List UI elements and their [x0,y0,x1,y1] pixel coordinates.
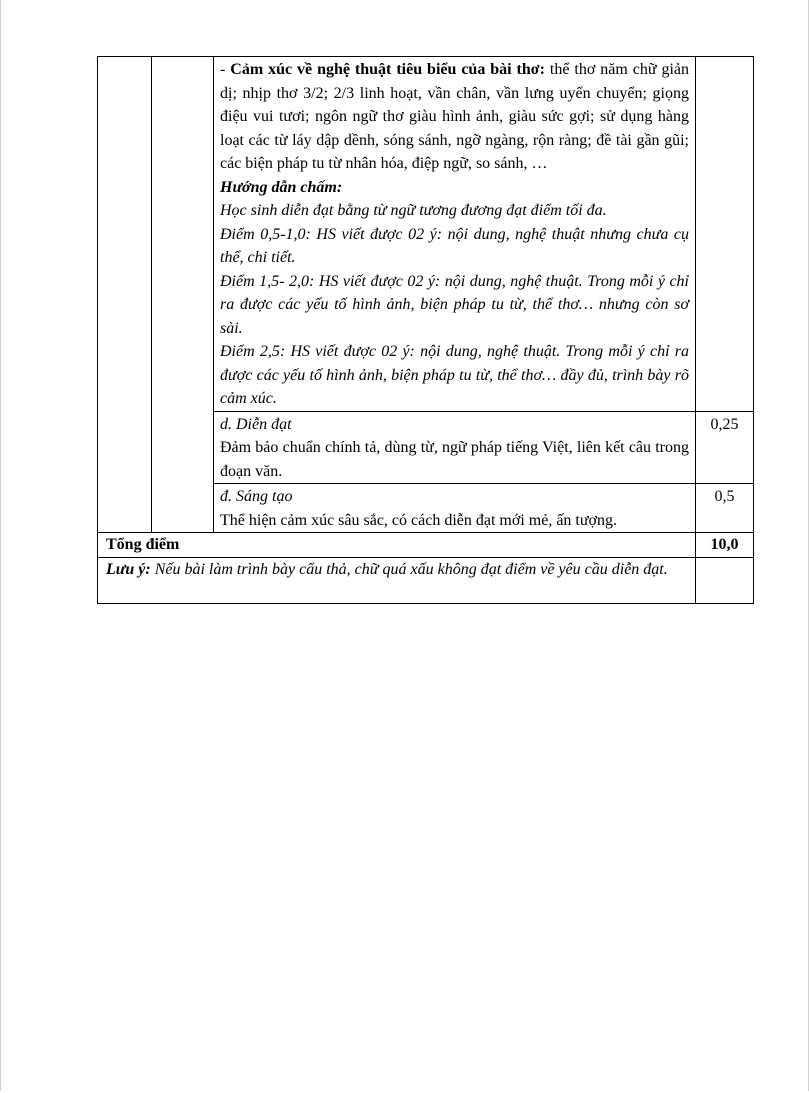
grading-guide-line-1: Học sinh diễn đạt bằng từ ngữ tương đương đạt điểm tối đa. [220,202,607,219]
table-row-art-feelings [98,57,754,412]
art-feelings-score [696,57,754,412]
total-label: Tổng điểm [98,533,696,558]
grading-guide-line-2: Điểm 0,5-1,0: HS viết được 02 ý: nội dung, nghệ thuật nhưng chưa cụ thể, chi tiết. [220,225,689,266]
grading-guide-line-3: Điểm 1,5- 2,0: HS viết được 02 ý: nội dung, nghệ thuật. Trong mỗi ý chỉ ra được các yếu tố hình ảnh, biện pháp tu từ, thể thơ… nhưng còn sơ sài. [220,272,689,337]
note-text: Nếu bài làm trình bày cẩu thả, chữ quá xấu không đạt điểm về yêu cầu diễn đạt. [150,560,668,578]
expression-text: Đảm bảo chuẩn chính tả, dùng từ, ngữ pháp tiếng Việt, liên kết câu trong đoạn văn. [220,439,689,480]
creativity-text: Thể hiện cảm xúc sâu sắc, có cách diễn đạt mới mẻ, ấn tượng. [220,511,618,529]
expression-title: d. Diễn đạt [220,415,292,433]
grading-guide-line-4: Điểm 2,5: HS viết được 02 ý: nội dung, nghệ thuật. Trong mỗi ý chỉ ra được các yếu tố hình ảnh, biện pháp tu từ, thể thơ… đầy đủ, trình bày rõ cảm xúc. [220,343,689,407]
expression-score: 0,25 [696,411,754,484]
total-score: 10,0 [696,533,754,558]
note-score [696,557,754,603]
note-content [98,557,696,603]
art-feelings-text: thể thơ năm chữ giản dị; nhịp thơ 3/2; 2/3 linh hoạt, vần chân, vần lưng uyển chuyển; giọng điệu vui tươi; ngôn ngữ thơ giàu hình ảnh, giàu sức gợi; sử dụng hàng loạt các từ láy dập dềnh, sóng sánh, ngỡ ngàng, rộn ràng; đề tài gần gũi; các biện pháp tu từ nhân hóa, điệp ngữ, so sánh, … [220,61,689,172]
empty-cell-col2 [152,57,214,533]
art-feelings-content [214,57,696,412]
expression-content [214,411,696,484]
empty-cell-col1 [98,57,152,533]
table-row-note [98,557,754,603]
creativity-score: 0,5 [696,484,754,533]
art-feelings-lead: - [220,61,231,78]
table-row-total [98,533,754,558]
grading-guide-title: Hướng dẫn chấm: [220,178,343,196]
art-feelings-paragraph [220,58,689,176]
grading-rubric-table [97,56,754,604]
creativity-content [214,484,696,533]
note-label: Lưu ý: [106,560,151,578]
art-feelings-heading: Cảm xúc về nghệ thuật tiêu biểu của bài thơ: [230,61,545,78]
creativity-title: đ. Sáng tạo [220,488,293,505]
